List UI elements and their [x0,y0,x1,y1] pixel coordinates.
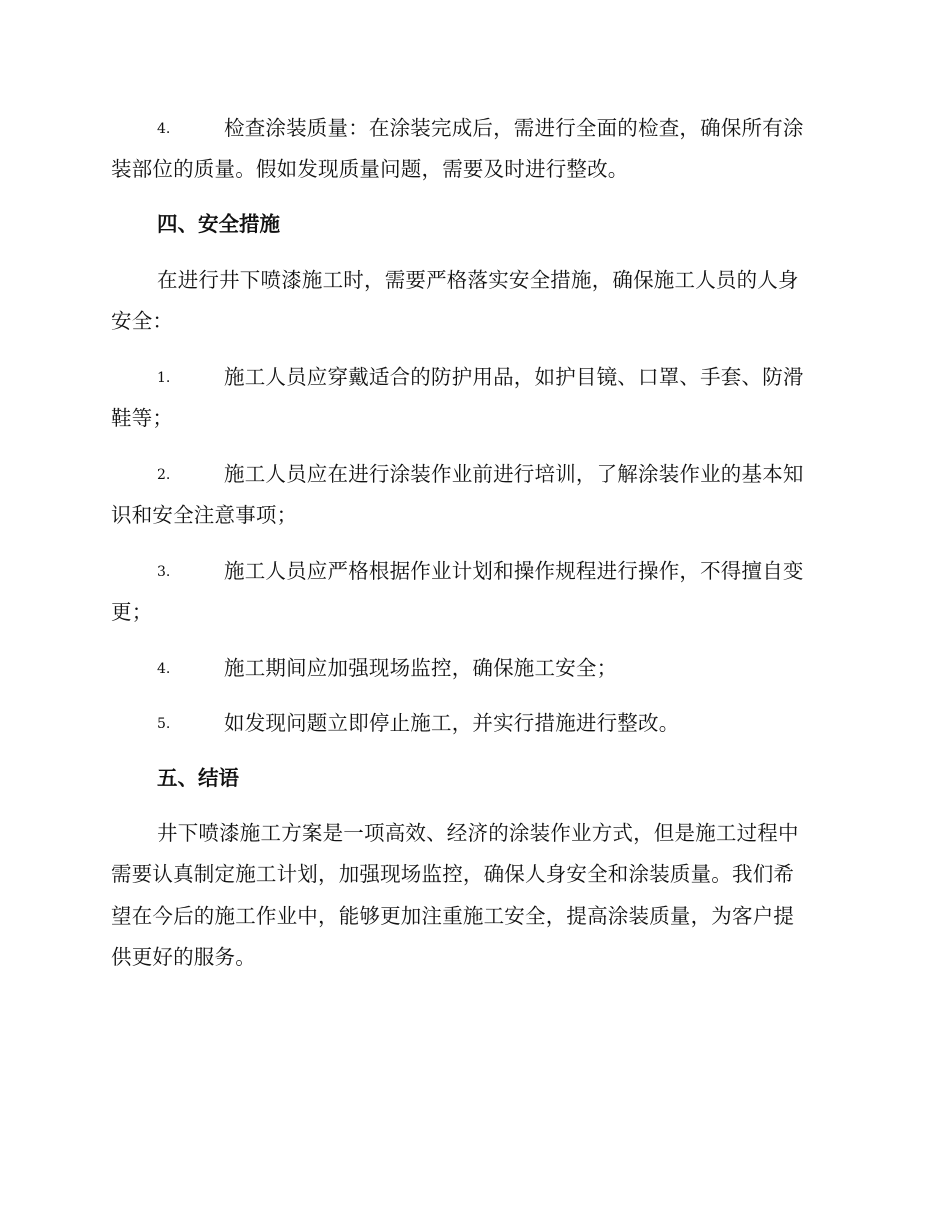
list-item-text-line1: 施工人员应穿戴适合的防护用品，如护目镜、口罩、手套、防滑 [224,365,804,389]
paragraph-line4: 供更好的服务。 [111,945,256,969]
paragraph-line3: 望在今后的施工作业中，能够更加注重施工安全，提高涂装质量，为客户提 [111,904,795,928]
list-number: 4. [157,661,171,677]
list-item-text-line1: 施工人员应在进行涂装作业前进行培训，了解涂装作业的基本知 [224,462,804,486]
list-item-text-line1: 施工期间应加强现场监控，确保施工安全； [224,656,618,680]
paragraph-line1: 井下喷漆施工方案是一项高效、经济的涂装作业方式，但是施工过程中 [157,821,799,845]
list-item-text-line1: 施工人员应严格根据作业计划和操作规程进行操作，不得擅自变 [224,559,804,583]
paragraph-line2: 安全： [111,309,174,333]
list-item-text-line1: 检查涂装质量：在涂装完成后，需进行全面的检查，确保所有涂 [224,116,804,140]
list-number: 2. [157,467,171,483]
paragraph-line2: 需要认真制定施工计划，加强现场监控，确保人身安全和涂装质量。我们希 [111,862,795,886]
list-item-text-line2: 装部位的质量。假如发现质量问题，需要及时进行整改。 [111,157,629,181]
list-item-text-line1: 如发现问题立即停止施工，并实行措施进行整改。 [224,711,680,735]
list-item-text-line2: 识和安全注意事项； [111,503,298,527]
list-number: 4. [157,121,171,137]
paragraph-line1: 在进行井下喷漆施工时，需要严格落实安全措施，确保施工人员的人身 [157,268,799,292]
list-number: 5. [157,716,171,732]
section-heading-conclusion: 五、结语 [157,766,239,790]
list-item-text-line2: 更； [111,600,153,624]
list-item-text-line2: 鞋等； [111,406,174,430]
list-number: 3. [157,564,171,580]
list-number: 1. [157,370,171,386]
section-heading-safety: 四、安全措施 [157,212,280,236]
